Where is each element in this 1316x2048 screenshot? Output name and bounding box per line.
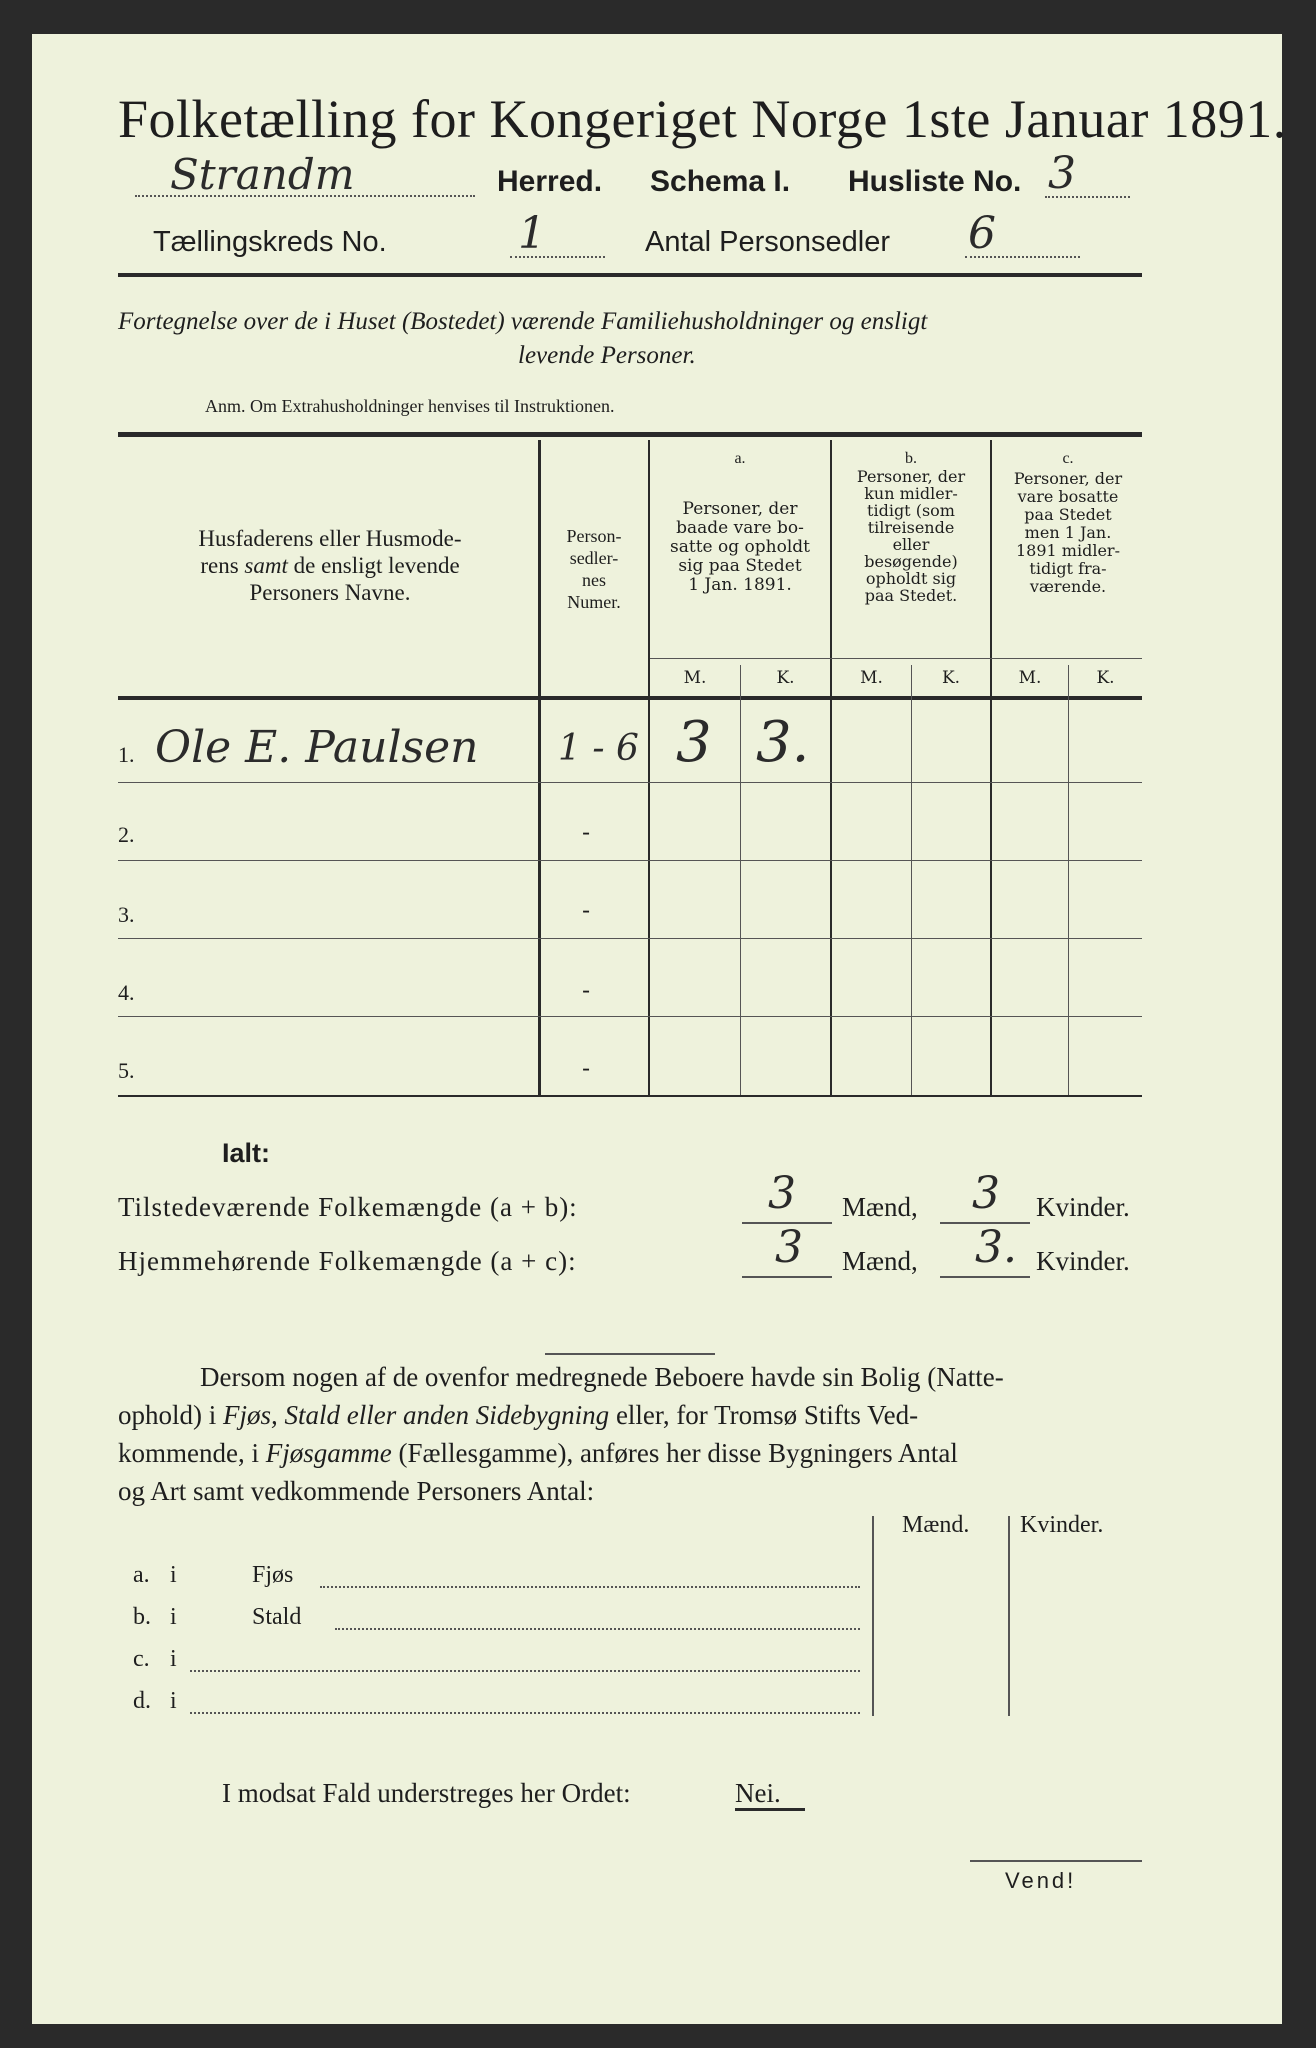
table-top-rule bbox=[118, 432, 1142, 437]
paragraph-l2a: ophold) i bbox=[118, 1400, 223, 1430]
buildings-kvinder-header: Kvinder. bbox=[1020, 1512, 1104, 1538]
col-header-name-line-2 bbox=[130, 552, 530, 579]
col-header-num-l2: sedler- bbox=[569, 548, 619, 568]
vend-rule bbox=[970, 1860, 1142, 1862]
col-a-l2: baade vare bo- bbox=[676, 518, 804, 538]
col-b-l1: Personer, der bbox=[856, 467, 966, 486]
intro-line-1: Fortegnelse over de i Huset (Bostedet) værende Familiehusholdninger og ensligt bbox=[118, 308, 928, 335]
col-c-l7: værende. bbox=[1029, 577, 1107, 596]
col-b-l3: tidigt (som bbox=[867, 501, 955, 520]
row-number-2: 2. bbox=[118, 822, 135, 847]
personsedler-value: 6 bbox=[968, 208, 996, 259]
buildings-divider-1 bbox=[872, 1516, 874, 1716]
paragraph-l2c: eller, for Tromsø Stifts Ved- bbox=[609, 1400, 919, 1430]
building-b-letter: b. bbox=[133, 1604, 151, 1630]
row-5-person-numbers: - bbox=[582, 1054, 591, 1082]
building-c-dotline bbox=[190, 1670, 860, 1672]
col-b-l8: paa Stedet. bbox=[864, 586, 958, 605]
col-c-k: K. bbox=[1096, 668, 1115, 688]
col-header-name-line-1: Husfaderens eller Husmode- bbox=[198, 526, 462, 551]
col-divider-name bbox=[538, 440, 541, 1096]
col-header-num-l3: nes bbox=[582, 570, 606, 590]
row-1-a-k: 3. bbox=[756, 710, 810, 775]
hjemme-kvinder: Kvinder. bbox=[1036, 1246, 1130, 1276]
building-a-letter: a. bbox=[133, 1562, 150, 1588]
table-header-rule bbox=[118, 696, 1142, 700]
paragraph-l3c: (Fællesgamme), anføres her disse Bygningers Antal bbox=[391, 1438, 958, 1468]
paragraph-l3b: Fjøsgamme bbox=[265, 1438, 392, 1468]
col-header-name-l2c: de ensligt levende bbox=[287, 553, 460, 578]
col-c-l6: tidigt fra- bbox=[1029, 559, 1107, 578]
col-header-name-line-3: Personers Navne. bbox=[249, 580, 411, 605]
paragraph-l3a: kommende, i bbox=[118, 1438, 266, 1468]
col-a-k: K. bbox=[776, 668, 795, 688]
col-header-num bbox=[544, 525, 644, 613]
paragraph-line-3 bbox=[118, 1438, 958, 1469]
col-b-letter: b. bbox=[905, 450, 917, 467]
col-b-l2: kun midler- bbox=[864, 484, 958, 503]
col-c-l2: vare bosatte bbox=[1017, 487, 1119, 506]
nei-word: Nei. bbox=[735, 1778, 781, 1808]
col-header-c bbox=[994, 470, 1142, 596]
form-title: Folketælling for Kongeriget Norge 1ste Januar 1891. bbox=[118, 89, 1287, 149]
col-a-l4: sig paa Stedet bbox=[678, 556, 802, 576]
tilstede-maend: Mænd, bbox=[842, 1192, 918, 1222]
building-a-dotline bbox=[320, 1586, 860, 1588]
col-b-k: K. bbox=[941, 668, 961, 688]
building-d-i: i bbox=[170, 1688, 177, 1714]
col-b-l5: eller bbox=[892, 535, 930, 554]
row-line-4 bbox=[118, 1016, 1142, 1017]
row-line-1 bbox=[118, 782, 1142, 783]
row-number-4: 4. bbox=[118, 980, 135, 1005]
col-c-letter: c. bbox=[1062, 450, 1074, 467]
taellingskreds-label: Tællingskreds No. bbox=[153, 226, 387, 258]
paragraph-l2b: Fjøs, Stald eller anden Sidebygning bbox=[223, 1400, 610, 1430]
col-a-m: M. bbox=[683, 668, 707, 688]
modsat-text: I modsat Fald understreges her Ordet: bbox=[222, 1778, 631, 1808]
col-b-l6: besøgende) bbox=[864, 552, 958, 571]
col-a-letter: a. bbox=[734, 450, 746, 467]
title-rule bbox=[118, 273, 1142, 277]
col-a-l5: 1 Jan. 1891. bbox=[688, 575, 792, 595]
col-c-l5: 1891 midler- bbox=[1016, 541, 1120, 560]
col-c-l4: men 1 Jan. bbox=[1024, 523, 1112, 542]
schema-label: Schema I. bbox=[650, 165, 791, 198]
row-number-5: 5. bbox=[118, 1058, 135, 1083]
row-3-person-numbers: - bbox=[582, 896, 591, 924]
paragraph-line-2 bbox=[118, 1400, 918, 1431]
col-header-num-l1: Person- bbox=[566, 526, 622, 546]
table-bottom-rule bbox=[118, 1095, 1142, 1097]
row-line-2 bbox=[118, 860, 1142, 861]
tilstede-k-value: 3 bbox=[972, 1168, 1000, 1219]
tilstede-label: Tilstedeværende Folkemængde (a + b): bbox=[118, 1192, 578, 1222]
col-c-l1: Personer, der bbox=[1013, 469, 1123, 488]
row-4-person-numbers: - bbox=[582, 976, 591, 1004]
col-header-b bbox=[834, 468, 988, 604]
col-a-l3: satte og opholdt bbox=[670, 537, 810, 557]
col-header-a bbox=[652, 500, 828, 595]
row-number-1: 1. bbox=[118, 742, 135, 767]
building-b-i: i bbox=[170, 1604, 177, 1630]
col-b-l4: tilreisende bbox=[867, 518, 955, 537]
row-line-3 bbox=[118, 938, 1142, 939]
building-c-i: i bbox=[170, 1646, 177, 1672]
taellingskreds-value: 1 bbox=[518, 208, 546, 259]
hjemme-m-underline bbox=[742, 1276, 832, 1278]
col-divider-b-mk bbox=[911, 665, 912, 1095]
building-a-label: Fjøs bbox=[252, 1562, 294, 1588]
col-header-name bbox=[130, 525, 530, 606]
col-c-m: M. bbox=[1018, 668, 1042, 688]
col-c-l3: paa Stedet bbox=[1024, 505, 1112, 524]
mk-header-line bbox=[650, 658, 1142, 659]
building-b-label: Stald bbox=[252, 1604, 302, 1630]
building-a-i: i bbox=[170, 1562, 177, 1588]
anm-note: Anm. Om Extrahusholdninger henvises til Instruktionen. bbox=[205, 396, 615, 416]
herred-label: Herred. bbox=[497, 165, 603, 198]
tilstede-m-value: 3 bbox=[768, 1168, 796, 1219]
col-divider-b bbox=[990, 440, 992, 1096]
hjemme-k-value: 3. bbox=[975, 1222, 1017, 1273]
buildings-divider-2 bbox=[1008, 1516, 1010, 1716]
personsedler-label: Antal Personsedler bbox=[645, 226, 891, 258]
intro-line-2: levende Personer. bbox=[518, 342, 696, 369]
paragraph-line-4: og Art samt vedkommende Personers Antal: bbox=[118, 1476, 595, 1506]
hjemme-label: Hjemmehørende Folkemængde (a + c): bbox=[118, 1246, 577, 1276]
col-divider-c-mk bbox=[1068, 665, 1069, 1095]
husliste-label: Husliste No. bbox=[848, 165, 1022, 198]
tilstede-kvinder: Kvinder. bbox=[1036, 1192, 1130, 1222]
col-b-l7: opholdt sig bbox=[865, 569, 957, 588]
vend-text: Vend! bbox=[1005, 1868, 1077, 1893]
building-d-letter: d. bbox=[133, 1688, 151, 1714]
col-divider-a bbox=[830, 440, 832, 1096]
hjemme-m-value: 3 bbox=[775, 1222, 803, 1273]
section-divider bbox=[545, 1353, 715, 1355]
paragraph-line-1: Dersom nogen af de ovenfor medregnede Beboere havde sin Bolig (Natte- bbox=[200, 1362, 1004, 1392]
row-1-person-numbers: 1 - 6 bbox=[558, 728, 639, 769]
col-header-name-l2b: samt bbox=[244, 553, 288, 578]
nei-underline bbox=[735, 1808, 805, 1811]
building-b-dotline bbox=[335, 1628, 860, 1630]
hjemme-maend: Mænd, bbox=[842, 1246, 918, 1276]
row-number-3: 3. bbox=[118, 902, 135, 927]
herred-value: Strandm bbox=[170, 150, 355, 199]
ialt-label: Ialt: bbox=[222, 1138, 271, 1168]
row-2-person-numbers: - bbox=[582, 818, 591, 846]
col-b-m: M. bbox=[860, 668, 883, 688]
row-1-name: Ole E. Paulsen bbox=[155, 722, 479, 773]
col-header-num-l4: Numer. bbox=[567, 592, 621, 612]
building-d-dotline bbox=[190, 1712, 860, 1714]
buildings-maend-header: Mænd. bbox=[902, 1512, 970, 1538]
husliste-value: 3 bbox=[1048, 148, 1076, 199]
hjemme-k-underline bbox=[940, 1276, 1030, 1278]
col-header-name-l2a: rens bbox=[200, 553, 245, 578]
col-a-l1: Personer, der bbox=[682, 499, 798, 519]
row-1-a-m: 3 bbox=[676, 710, 712, 775]
building-c-letter: c. bbox=[133, 1646, 150, 1672]
col-divider-a-mk bbox=[740, 665, 741, 1095]
col-divider-num bbox=[648, 440, 650, 1096]
